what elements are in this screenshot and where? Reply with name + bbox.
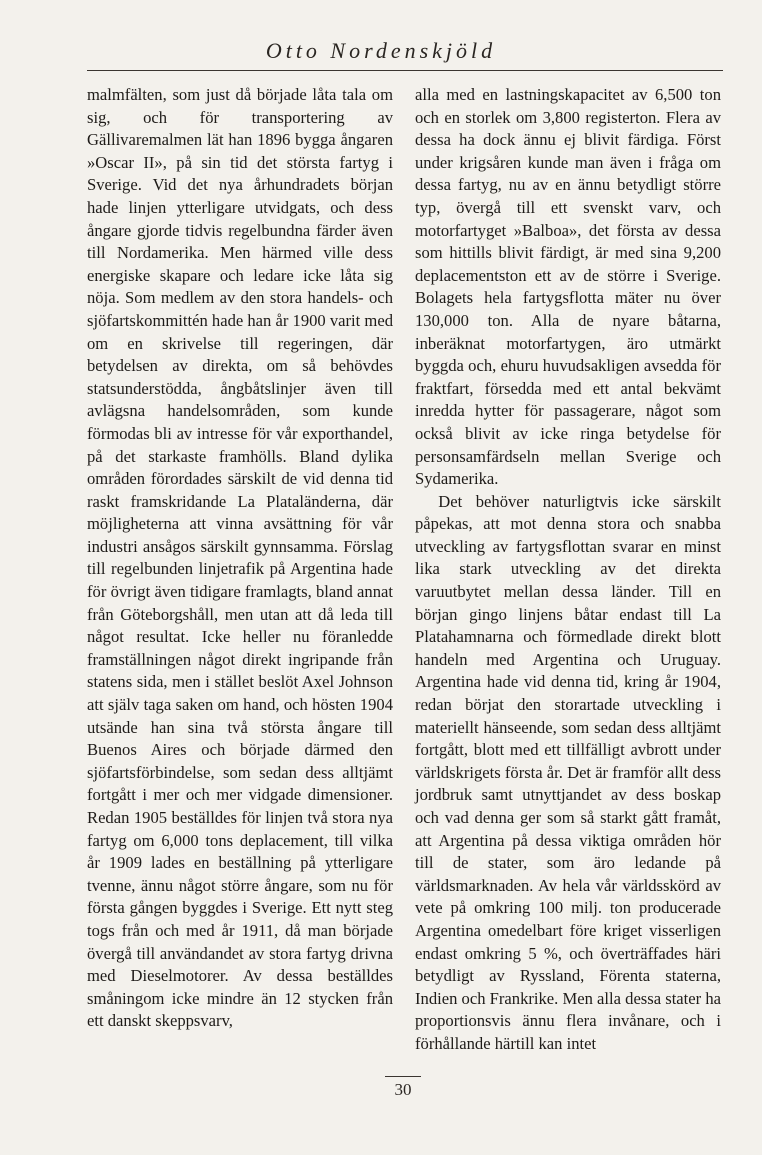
text-column-left <box>87 84 393 1033</box>
page-number: 30 <box>394 1080 412 1099</box>
running-head-title: Otto Nordenskjöld <box>265 38 497 63</box>
footer-rule <box>385 1076 421 1077</box>
text-column-right <box>415 84 721 1056</box>
header-rule <box>87 70 723 71</box>
paragraph: alla med en lastningskapacitet av 6,500 ton och en storlek om 3,800 registerton. Flera av dessa ha dock ännu ej blivit färdiga. Först under krigsåren kunde man även i fråga om dessa fartyg, nu av en ännu betydligt större typ, övergå till ett svenskt varv, och motorfartyget »Balboa», det första av dessa som hittills blivit färdigt, är med sina 9,200 deplacementston ett av de större i Sverige. Bolagets hela fartygsflotta mäter nu över 130,000 ton. Alla de nyare båtarna, inberäknat motorfartygen, äro utmärkt byggda och, ehuru huvudsakligen avsedda för fraktfart, försedda med ett antal bekvämt inredda hytter för passagerare, något som också blivit av icke ringa betydelse för personsamfärdseln mellan Sverige och Sydamerika. <box>415 85 721 489</box>
paragraph: malmfälten, som just då började låta tala om sig, och för transportering av Gällivaremalmen lät han 1896 bygga ångaren »Oscar II», på sin tid det största fartyg i Sverige. Vid det nya århundradets början hade linjen ytterligare utvidgats, och dess ångare gjorde tidvis regelbundna färder även till Nordamerika. Men härmed ville dess energiske skapare och ledare icke låta sig nöja. Som medlem av den stora handels- och sjöfartskommittén hade han år 1900 varit med om en skrivelse till regeringen, där betydelsen av direkta, om så behövdes statsunderstödda, ångbåtslinjer även till avlägsna handelsområden, som kunde förmodas bli av intresse för vår exporthandel, på det starkaste framhölls. Bland dylika områden förordades särskilt de vid denna tid raskt framskridande La Plataländerna, där möjligheterna att vinna avsättning för vår industri ansågos särskilt gynnsamma. Förslag till regelbunden linjetrafik på Argentina hade för övrigt även tidigare framlagts, bland annat från Göteborgshåll, men utan att då leda till något resultat. Icke heller nu föranledde framställningen något direkt ingripande från statens sida, men i stället beslöt Axel Johnson att själv taga saken om hand, och hösten 1904 utsände han sina två största ångare till Buenos Aires och började därmed den sjöfartsförbindelse, som sedan dess alltjämt fortgått i mer och mer vidgade dimensioner. Redan 1905 beställdes för linjen två stora nya fartyg om 6,000 tons deplacement, till vilka år 1909 lades en beställning på ytterligare tvenne, ännu något större ångare, som nu för första gången byggdes i Sverige. Ett nytt steg togs från och med år 1911, då man började övergå till användandet av stora fartyg drivna med Dieselmotorer. Av dessa beställdes småningom icke mindre än 12 stycken från ett danskt skeppsvarv, <box>87 85 393 1031</box>
paragraph: Det behöver naturligtvis icke särskilt påpekas, att mot denna stora och snabba utveckling av fartygsflottan svarar en minst lika stark utveckling av det direkta varuutbytet mellan dessa länder. Till en början gingo linjens båtar endast till La Platahamnarna och förmedlade direkt blott handeln med Argentina och Uruguay. Argentina hade vid denna tid, kring år 1904, redan börjat den storartade utveckling i materiellt hänseende, som sedan dess alltjämt fortgått, blott med ett tillfälligt avbrott under världskrigets första år. Det är framför allt dess jordbruk samt utnyttjandet av dess boskap och vad denna ger som så starkt gått framåt, att Argentina på dessa viktiga områden hör till de stater, som äro ledande på världsmarknaden. Av hela vår världsskörd av vete på omkring 100 milj. ton producerade Argentina omedelbart före kriget visserligen endast omkring 5 %, och överträffades häri betydligt av Ryssland, Förenta staterna, Indien och Frankrike. Men alla dessa stater ha proportionsvis ännu flera invånare, och i förhållande härtill kan intet <box>415 491 721 1053</box>
